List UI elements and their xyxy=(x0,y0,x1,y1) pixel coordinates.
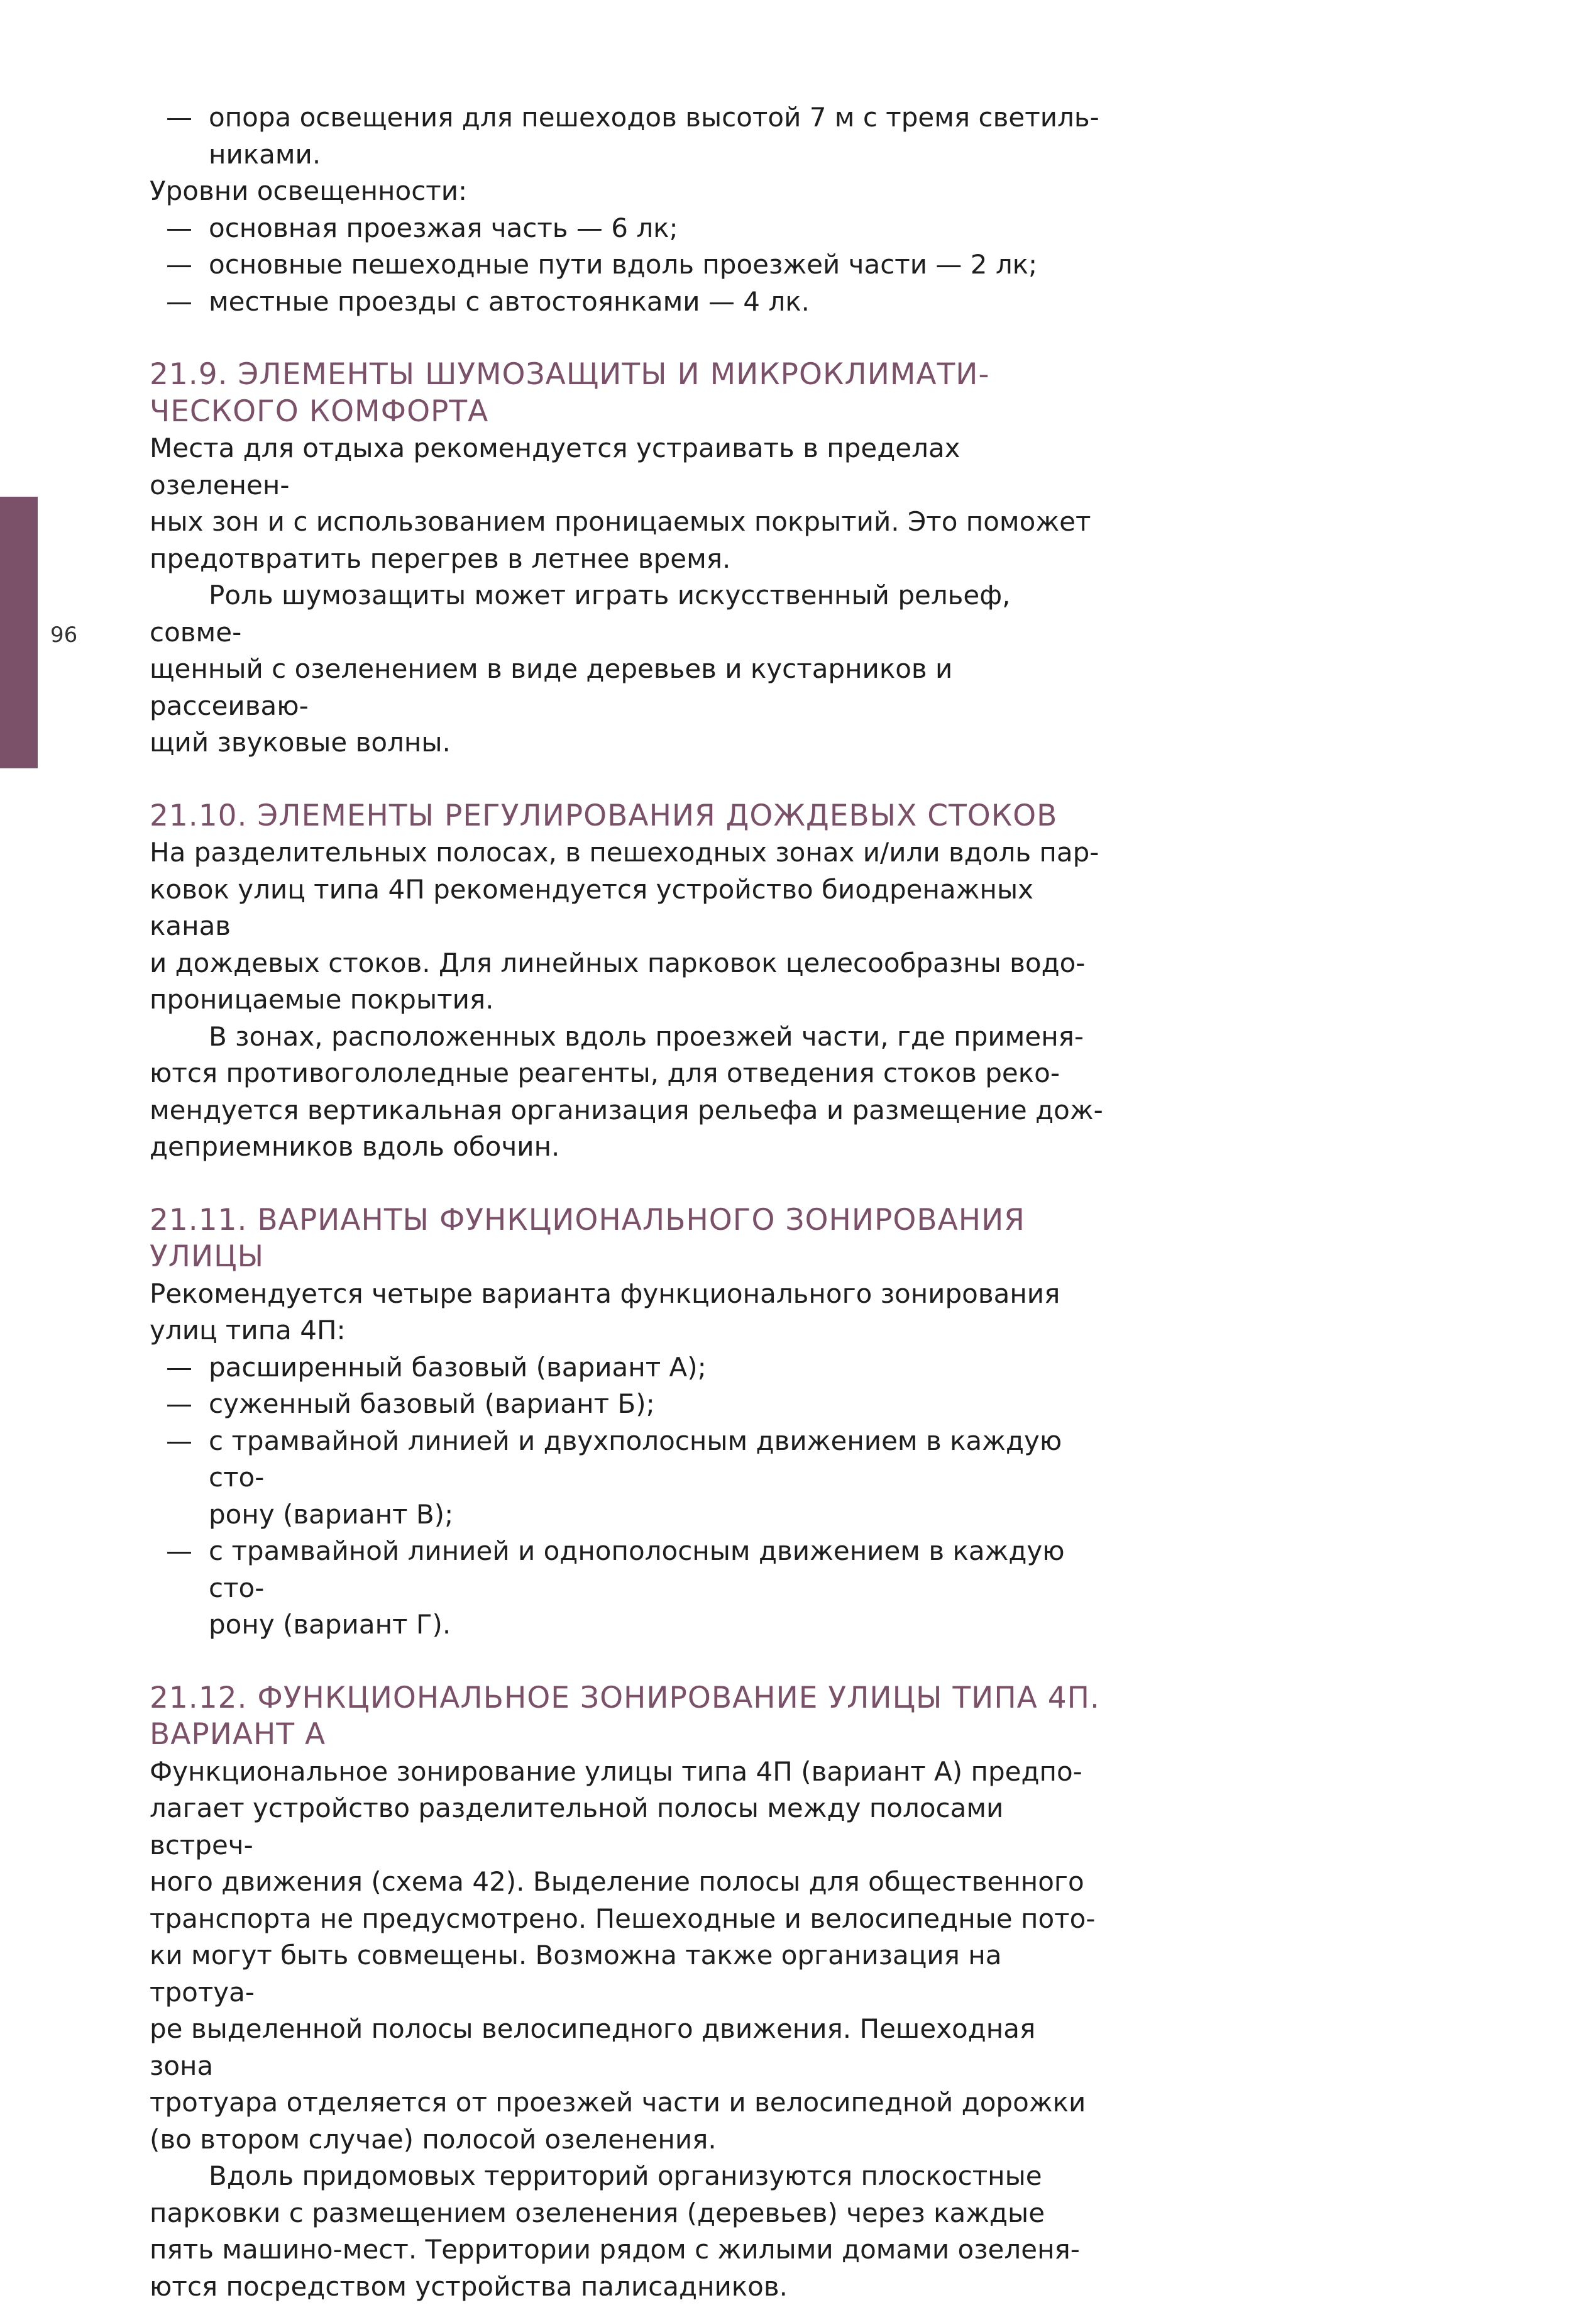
text-line: мендуется вертикальная организация рельефа и размещение дож- xyxy=(150,1092,1105,1129)
text-line: Функциональное зонирование улицы типа 4П (вариант А) предпо- xyxy=(150,1754,1105,1791)
text-line: никами. xyxy=(209,136,1105,174)
page-content xyxy=(150,99,1105,2305)
heading-line: 21.12. ФУНКЦИОНАЛЬНОЕ ЗОНИРОВАНИЕ УЛИЦЫ ТИПА 4П. xyxy=(150,1680,1105,1717)
list-item xyxy=(150,1423,1105,1534)
list-item xyxy=(150,246,1105,284)
text-line: местные проезды с автостоянками — 4 лк. xyxy=(209,284,1105,321)
text-line: транспорта не предусмотрено. Пешеходные и велосипедные пото- xyxy=(150,1901,1105,1938)
text-line: опора освещения для пешеходов высотой 7 м с тремя светиль- xyxy=(209,99,1105,136)
text-line: с трамвайной линией и однополосным движением в каждую сто- xyxy=(209,1533,1105,1606)
text-line: ре выделенной полосы велосипедного движения. Пешеходная зона xyxy=(150,2011,1105,2084)
text-line: проницаемые покрытия. xyxy=(150,981,1105,1019)
paragraph xyxy=(150,1019,1105,1166)
text-line: пять машино-мест. Территории рядом с жилыми домами озеленя- xyxy=(150,2231,1105,2269)
dash-bullet: — xyxy=(166,1533,192,1570)
heading-line: УЛИЦЫ xyxy=(150,1239,1105,1276)
paragraph xyxy=(150,577,1105,761)
dash-bullet: — xyxy=(166,210,192,247)
text-line: ного движения (схема 42). Выделение полосы для общественного xyxy=(150,1864,1105,1901)
text-line: ковок улиц типа 4П рекомендуется устройство биодренажных канав xyxy=(150,871,1105,945)
page-number: 96 xyxy=(50,622,77,648)
section-heading xyxy=(150,1680,1105,1754)
text-line: ных зон и с использованием проницаемых покрытий. Это поможет xyxy=(150,504,1105,541)
text-line: с трамвайной линией и двухполосным движением в каждую сто- xyxy=(209,1423,1105,1496)
text-line: суженный базовый (вариант Б); xyxy=(209,1386,1105,1423)
text-line: (во втором случае) полосой озеленения. xyxy=(150,2121,1105,2159)
section-heading xyxy=(150,798,1105,835)
text-line: Вдоль придомовых территорий организуются плоскостные xyxy=(150,2158,1105,2195)
paragraph xyxy=(150,2158,1105,2305)
text-line: Рекомендуется четыре варианта функционального зонирования xyxy=(150,1276,1105,1313)
text-line: ются противогололедные реагенты, для отведения стоков реко- xyxy=(150,1055,1105,1092)
text-line: щий звуковые волны. xyxy=(150,724,1105,761)
section-heading xyxy=(150,1202,1105,1276)
dash-bullet: — xyxy=(166,1386,192,1423)
text-line: деприемников вдоль обочин. xyxy=(150,1129,1105,1166)
paragraph xyxy=(150,834,1105,1019)
list-item xyxy=(150,284,1105,321)
text-line: лагает устройство разделительной полосы между полосами встреч- xyxy=(150,1790,1105,1864)
text-line: ются посредством устройства палисадников. xyxy=(150,2269,1105,2305)
text-line: На разделительных полосах, в пешеходных зонах и/или вдоль пар- xyxy=(150,834,1105,871)
list-item xyxy=(150,1386,1105,1423)
text-line: тротуара отделяется от проезжей части и велосипедной дорожки xyxy=(150,2084,1105,2121)
text-line: щенный с озеленением в виде деревьев и кустарников и рассеиваю- xyxy=(150,651,1105,724)
text-line: предотвратить перегрев в летнее время. xyxy=(150,541,1105,578)
paragraph xyxy=(150,430,1105,577)
text-line: парковки с размещением озеленения (деревьев) через каждые xyxy=(150,2195,1105,2232)
text-line: ки могут быть совмещены. Возможна также организация на тротуа- xyxy=(150,1937,1105,2011)
dash-bullet: — xyxy=(166,1423,192,1460)
text-line: основные пешеходные пути вдоль проезжей части — 2 лк; xyxy=(209,246,1105,284)
heading-line: 21.10. ЭЛЕМЕНТЫ РЕГУЛИРОВАНИЯ ДОЖДЕВЫХ СТОКОВ xyxy=(150,798,1105,835)
dash-bullet: — xyxy=(166,99,192,136)
text-line: расширенный базовый (вариант А); xyxy=(209,1349,1105,1386)
list-item xyxy=(150,1349,1105,1386)
paragraph xyxy=(150,1276,1105,1349)
list-item xyxy=(150,210,1105,247)
text-line: и дождевых стоков. Для линейных парковок целесообразны водо- xyxy=(150,945,1105,982)
heading-line: 21.11. ВАРИАНТЫ ФУНКЦИОНАЛЬНОГО ЗОНИРОВАНИЯ xyxy=(150,1202,1105,1239)
text-line: улиц типа 4П: xyxy=(150,1312,1105,1349)
text-line: рону (вариант В); xyxy=(209,1496,1105,1534)
paragraph xyxy=(150,1754,1105,2159)
list-item xyxy=(150,99,1105,173)
heading-line: ВАРИАНТ А xyxy=(150,1716,1105,1754)
dash-bullet: — xyxy=(166,284,192,321)
heading-line: 21.9. ЭЛЕМЕНТЫ ШУМОЗАЩИТЫ И МИКРОКЛИМАТИ- xyxy=(150,357,1105,394)
text-line: Роль шумозащиты может играть искусственный рельеф, совме- xyxy=(150,577,1105,651)
text-line: Места для отдыха рекомендуется устраивать в пределах озеленен- xyxy=(150,430,1105,504)
text-line: основная проезжая часть — 6 лк; xyxy=(209,210,1105,247)
heading-line: ЧЕСКОГО КОМФОРТА xyxy=(150,394,1105,431)
dash-bullet: — xyxy=(166,1349,192,1386)
chapter-color-tab xyxy=(0,497,38,768)
dash-bullet: — xyxy=(166,246,192,284)
lighting-intro: Уровни освещенности: xyxy=(150,173,1105,210)
list-item xyxy=(150,1533,1105,1644)
text-line: рону (вариант Г). xyxy=(209,1606,1105,1644)
section-heading xyxy=(150,357,1105,430)
text-line: В зонах, расположенных вдоль проезжей части, где применя- xyxy=(150,1019,1105,1056)
